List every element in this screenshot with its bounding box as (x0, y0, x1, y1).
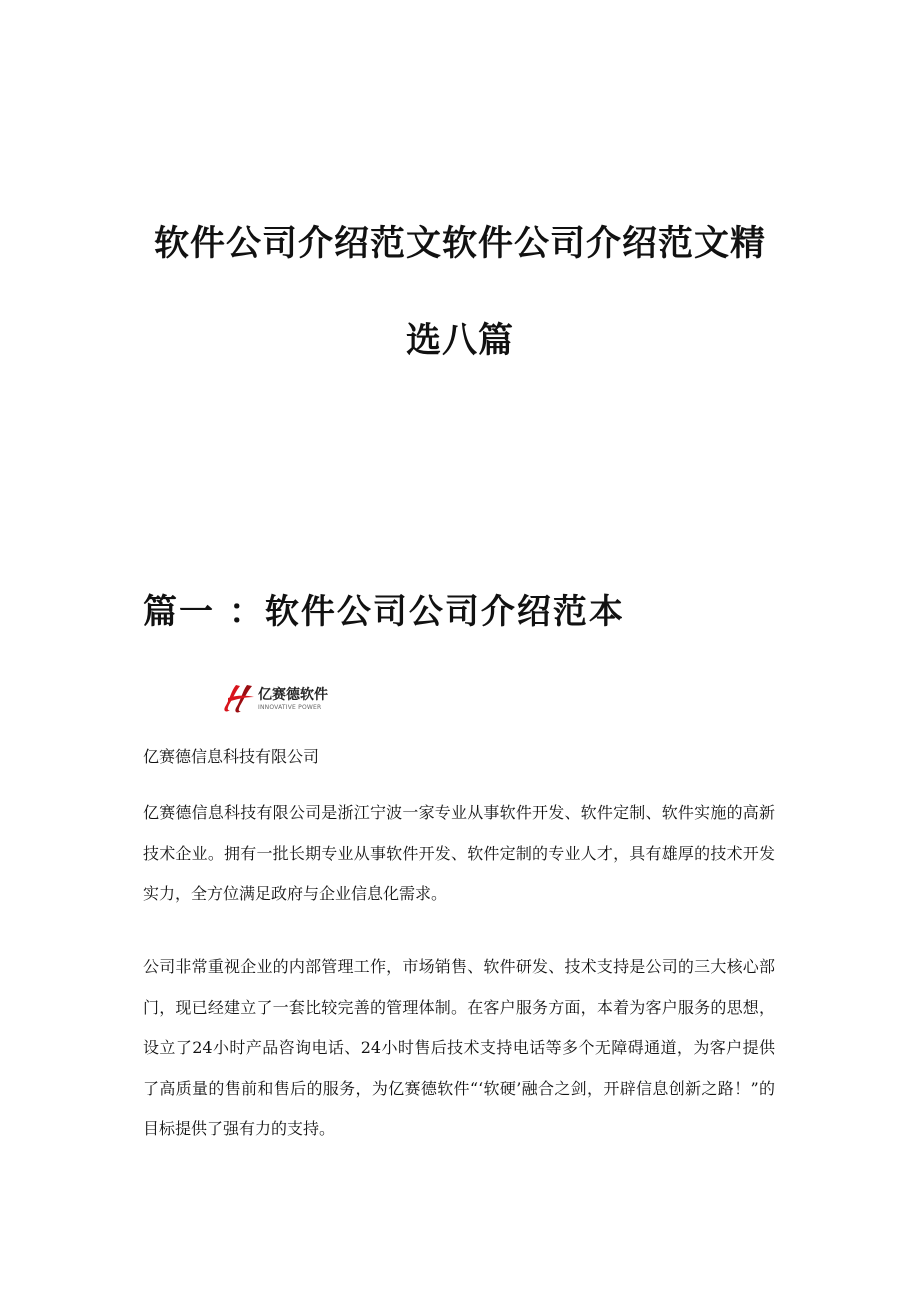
logo-name-en: INNOVATIVE POWER (258, 704, 322, 711)
logo-name-cn: 亿赛德软件 (258, 687, 328, 703)
logo-mark-icon (222, 683, 256, 715)
body-paragraph-1: 亿赛德信息科技有限公司是浙江宁波一家专业从事软件开发、软件定制、软件实施的高新技术企业。拥有一批长期专业从事软件开发、软件定制的专业人才，具有雄厚的技术开发实力，全方位满足政府与企业信息化需求。 (143, 803, 775, 903)
company-name: 亿赛德信息科技有限公司 (143, 747, 320, 766)
section-heading: 篇一 ：软件公司公司介绍范本 (143, 592, 625, 632)
document-title-line-2: 选八篇 (405, 321, 514, 361)
company-logo (222, 683, 342, 715)
document-title-line-1: 软件公司介绍范文软件公司介绍范文精 (153, 224, 766, 264)
body-paragraph-2: 公司非常重视企业的内部管理工作，市场销售、软件研发、技术支持是公司的三大核心部门，现已经建立了一套比较完善的管理体制。在客户服务方面，本着为客户服务的思想，设立了24小时产品咨询电话、24小时售后技术支持电话等多个无障碍通道，为客户提供了高质量的售前和售后的服务，为亿赛德软件“‘软硬’融合之剑，开辟信息创新之路！”的目标提供了强有力的支持。 (143, 957, 775, 1138)
